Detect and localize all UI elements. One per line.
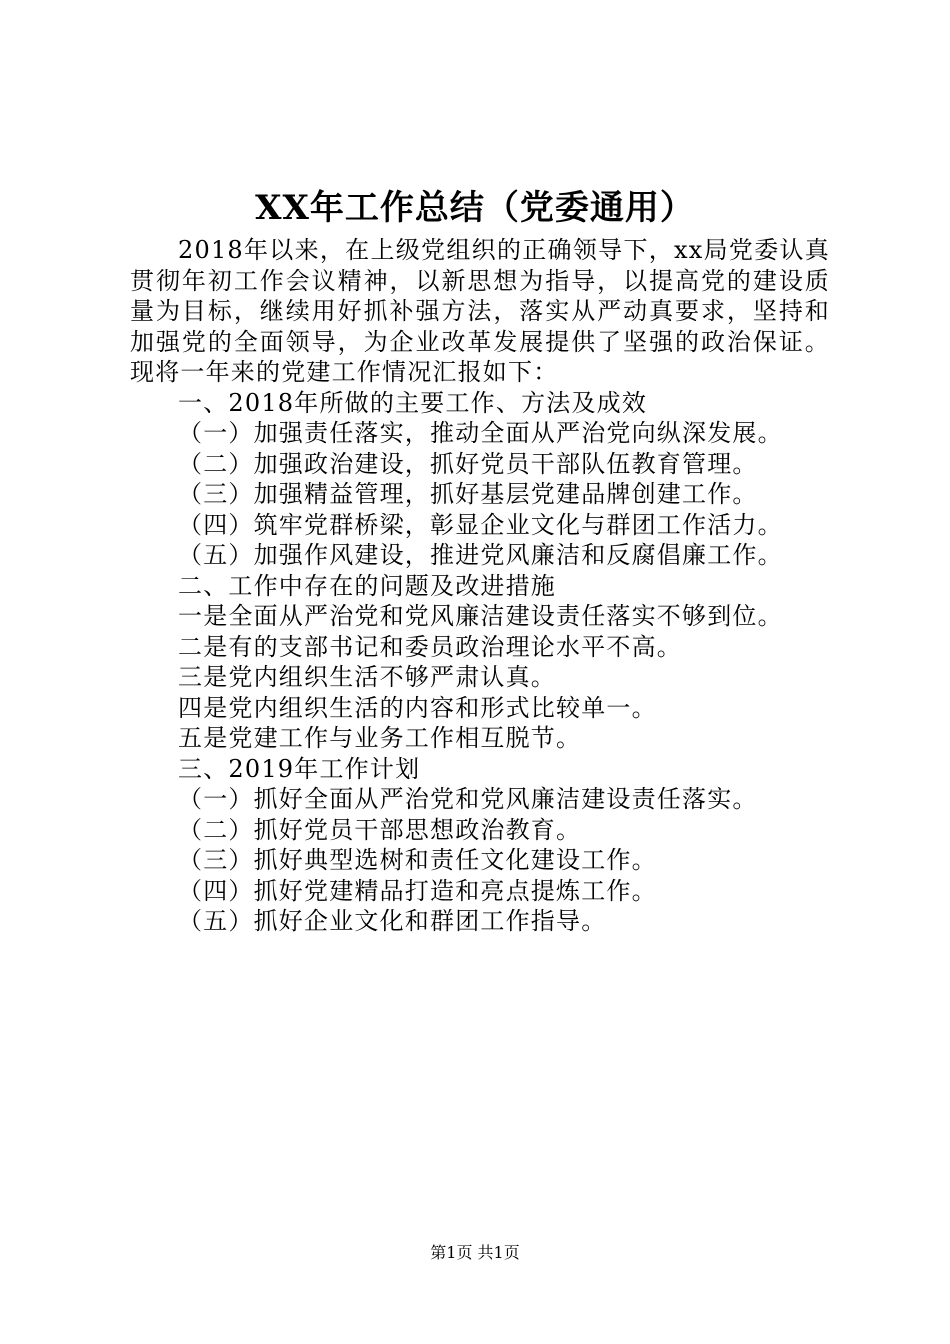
list-item: （四）抓好党建精品打造和亮点提炼工作。	[178, 876, 657, 905]
list-item: （一）加强责任落实，推动全面从严治党向纵深发展。	[178, 419, 783, 447]
section-heading-2: 二、工作中存在的问题及改进措施	[178, 571, 556, 600]
document-title: XX年工作总结（党委通用）	[255, 188, 695, 228]
list-item: （五）加强作风建设，推进党风廉洁和反腐倡廉工作。	[178, 541, 783, 569]
list-item: 二是有的支部书记和委员政治理论水平不高。	[178, 632, 682, 661]
list-item: （二）抓好党员干部思想政治教育。	[178, 815, 582, 844]
list-item: （一）抓好全面从严治党和党风廉洁建设责任落实。	[178, 785, 758, 813]
page-footer: 第1页 共1页	[430, 1243, 520, 1262]
section-heading-3: 三、2019年工作计划	[178, 754, 421, 783]
list-item: （三）抓好典型选树和责任文化建设工作。	[178, 846, 657, 874]
list-item: （四）筑牢党群桥梁，彰显企业文化与群团工作活力。	[178, 510, 783, 539]
list-item: 五是党建工作与业务工作相互脱节。	[178, 724, 582, 752]
intro-paragraph: 2018年以来，在上级党组织的正确领导下，xx局党委认真贯彻年初工作会议精神，以新思想为指导，以提高党的建设质量为目标，继续用好抓补强方法，落实从严动真要求，坚持和加强党的全面领导，为企业改革发展提供了坚强的政治保证。现将一年来的党建工作情况汇报如下：	[130, 236, 830, 386]
list-item: 四是党内组织生活的内容和形式比较单一。	[178, 693, 657, 722]
list-item: （二）加强政治建设，抓好党员干部队伍教育管理。	[178, 449, 758, 478]
list-item: 一是全面从严治党和党风廉洁建设责任落实不够到位。	[178, 602, 783, 630]
document-body	[130, 235, 830, 937]
list-item: （五）抓好企业文化和群团工作指导。	[178, 907, 607, 935]
list-item: （三）加强精益管理，抓好基层党建品牌创建工作。	[178, 480, 758, 508]
section-heading-1: 一、2018年所做的主要工作、方法及成效	[178, 388, 648, 417]
list-item: 三是党内组织生活不够严肃认真。	[178, 663, 556, 691]
